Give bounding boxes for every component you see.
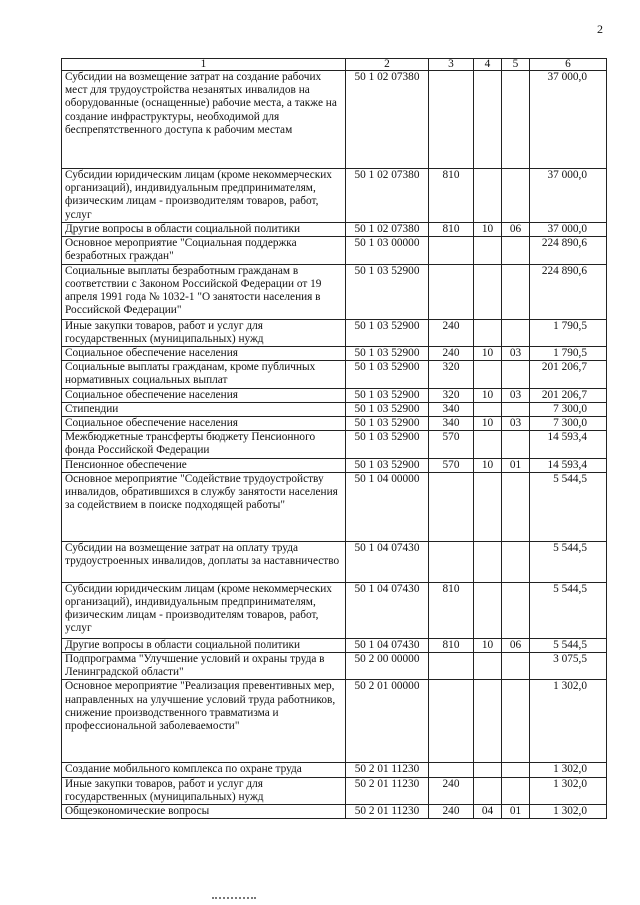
target-code: 50 2 00 00000: [346, 653, 429, 680]
table-row: [62, 71, 607, 169]
item-name: Общеэкономические вопросы: [62, 805, 346, 819]
table-row: [62, 169, 607, 223]
expense-type: 320: [429, 388, 474, 402]
header-cell: 4: [474, 59, 502, 71]
item-name: Социальные выплаты гражданам, кроме публичных нормативных социальных выплат: [62, 361, 346, 388]
subsection-code: [502, 763, 530, 777]
section-code: [474, 264, 502, 319]
table-row: [62, 361, 607, 388]
table-row: [62, 388, 607, 402]
table-row: [62, 431, 607, 458]
section-code: [474, 680, 502, 763]
table-row: [62, 653, 607, 680]
target-code: 50 1 03 52900: [346, 417, 429, 431]
subsection-code: [502, 541, 530, 582]
expense-type: 320: [429, 361, 474, 388]
amount: 1 302,0: [530, 805, 607, 819]
header-cell: 3: [429, 59, 474, 71]
amount: 201 206,7: [530, 361, 607, 388]
section-code: [474, 582, 502, 638]
subsection-code: [502, 71, 530, 169]
target-code: 50 1 03 52900: [346, 458, 429, 472]
section-code: 10: [474, 638, 502, 652]
expense-type: [429, 680, 474, 763]
section-code: 10: [474, 388, 502, 402]
item-name: Субсидии на возмещение затрат на создание рабочих мест для трудоустройства незанятых инвалидов на оборудованные (оснащенные) рабочие места, а также на создание инфраструктуры, необходимой для беспрепятственного доступа к рабочим местам: [62, 71, 346, 169]
expense-type: 810: [429, 638, 474, 652]
section-code: [474, 169, 502, 223]
expense-type: 570: [429, 458, 474, 472]
target-code: 50 1 02 07380: [346, 223, 429, 237]
target-code: 50 2 01 11230: [346, 805, 429, 819]
header-cell: 5: [502, 59, 530, 71]
expense-type: [429, 264, 474, 319]
target-code: 50 1 03 52900: [346, 347, 429, 361]
item-name: Основное мероприятие "Реализация превентивных мер, направленных на улучшение условий труда работников, снижение производственного травматизма и профессиональной заболеваемости": [62, 680, 346, 763]
target-code: 50 1 04 00000: [346, 472, 429, 541]
expense-type: 810: [429, 223, 474, 237]
subsection-code: [502, 680, 530, 763]
amount: 37 000,0: [530, 169, 607, 223]
item-name: Иные закупки товаров, работ и услуг для государственных (муниципальных) нужд: [62, 319, 346, 346]
table-row: [62, 237, 607, 264]
expense-type: 810: [429, 169, 474, 223]
expense-type: 240: [429, 319, 474, 346]
target-code: 50 1 03 00000: [346, 237, 429, 264]
item-name: Социальные выплаты безработным гражданам в соответствии с Законом Российской Федерации от 19 апреля 1991 года № 1032-1 "О занятости населения в Российской Федерации": [62, 264, 346, 319]
section-code: [474, 319, 502, 346]
item-name: Создание мобильного комплекса по охране труда: [62, 763, 346, 777]
subsection-code: [502, 777, 530, 804]
table-row: [62, 541, 607, 582]
section-code: 04: [474, 805, 502, 819]
table-row: [62, 805, 607, 819]
target-code: 50 1 04 07430: [346, 582, 429, 638]
target-code: 50 1 02 07380: [346, 169, 429, 223]
expense-type: 240: [429, 805, 474, 819]
expense-type: 240: [429, 347, 474, 361]
expense-type: [429, 472, 474, 541]
subsection-code: [502, 169, 530, 223]
item-name: Межбюджетные трансферты бюджету Пенсионного фонда Российской Федерации: [62, 431, 346, 458]
subsection-code: [502, 264, 530, 319]
page-number: 2: [597, 22, 603, 36]
subsection-code: [502, 319, 530, 346]
table-row: [62, 319, 607, 346]
section-code: [474, 402, 502, 416]
amount: 37 000,0: [530, 223, 607, 237]
expense-type: [429, 237, 474, 264]
target-code: 50 1 03 52900: [346, 319, 429, 346]
target-code: 50 2 01 11230: [346, 763, 429, 777]
subsection-code: 01: [502, 805, 530, 819]
expense-type: 570: [429, 431, 474, 458]
subsection-code: [502, 582, 530, 638]
table-row: [62, 264, 607, 319]
expense-type: [429, 541, 474, 582]
amount: 1 302,0: [530, 763, 607, 777]
target-code: 50 1 03 52900: [346, 264, 429, 319]
item-name: Социальное обеспечение населения: [62, 417, 346, 431]
section-code: [474, 237, 502, 264]
target-code: 50 1 03 52900: [346, 361, 429, 388]
expense-type: 810: [429, 582, 474, 638]
section-code: [474, 361, 502, 388]
item-name: Пенсионное обеспечение: [62, 458, 346, 472]
section-code: [474, 71, 502, 169]
table-row: [62, 223, 607, 237]
table-row: [62, 638, 607, 652]
item-name: Субсидии юридическим лицам (кроме некоммерческих организаций), индивидуальным предпринимателям, физическим лицам - производителям товаров, работ, услуг: [62, 582, 346, 638]
item-name: Другие вопросы в области социальной политики: [62, 223, 346, 237]
target-code: 50 1 03 52900: [346, 402, 429, 416]
amount: 1 302,0: [530, 680, 607, 763]
expense-type: 340: [429, 402, 474, 416]
section-code: 10: [474, 458, 502, 472]
amount: 37 000,0: [530, 71, 607, 169]
target-code: 50 1 03 52900: [346, 388, 429, 402]
item-name: Субсидии юридическим лицам (кроме некоммерческих организаций), индивидуальным предпринимателям, физическим лицам - производителям товаров, работ, услуг: [62, 169, 346, 223]
item-name: Другие вопросы в области социальной политики: [62, 638, 346, 652]
header-row: [62, 59, 607, 71]
subsection-code: [502, 472, 530, 541]
item-name: Субсидии на возмещение затрат на оплату труда трудоустроенных инвалидов, доплаты за наставничество: [62, 541, 346, 582]
table-row: [62, 347, 607, 361]
subsection-code: [502, 431, 530, 458]
amount: 5 544,5: [530, 638, 607, 652]
item-name: Социальное обеспечение населения: [62, 347, 346, 361]
subsection-code: 03: [502, 347, 530, 361]
subsection-code: 06: [502, 223, 530, 237]
target-code: 50 2 01 11230: [346, 777, 429, 804]
subsection-code: [502, 361, 530, 388]
table-row: [62, 680, 607, 763]
header-cell: 2: [346, 59, 429, 71]
amount: 1 790,5: [530, 319, 607, 346]
target-code: 50 1 03 52900: [346, 431, 429, 458]
subsection-code: 01: [502, 458, 530, 472]
table-row: [62, 582, 607, 638]
amount: 14 593,4: [530, 431, 607, 458]
table-row: [62, 402, 607, 416]
section-code: 10: [474, 223, 502, 237]
table-row: [62, 763, 607, 777]
subsection-code: 03: [502, 417, 530, 431]
amount: 3 075,5: [530, 653, 607, 680]
budget-table: [61, 58, 607, 819]
target-code: 50 1 04 07430: [346, 541, 429, 582]
expense-type: [429, 71, 474, 169]
amount: 14 593,4: [530, 458, 607, 472]
scan-artifact: [212, 897, 256, 901]
section-code: [474, 541, 502, 582]
subsection-code: [502, 237, 530, 264]
amount: 5 544,5: [530, 541, 607, 582]
expense-type: 340: [429, 417, 474, 431]
amount: 1 790,5: [530, 347, 607, 361]
amount: 7 300,0: [530, 417, 607, 431]
table-row: [62, 417, 607, 431]
item-name: Социальное обеспечение населения: [62, 388, 346, 402]
amount: 5 544,5: [530, 582, 607, 638]
section-code: 10: [474, 417, 502, 431]
amount: 201 206,7: [530, 388, 607, 402]
expense-type: [429, 653, 474, 680]
item-name: Иные закупки товаров, работ и услуг для государственных (муниципальных) нужд: [62, 777, 346, 804]
target-code: 50 1 04 07430: [346, 638, 429, 652]
section-code: [474, 431, 502, 458]
subsection-code: [502, 402, 530, 416]
target-code: 50 1 02 07380: [346, 71, 429, 169]
header-cell: 1: [62, 59, 346, 71]
table-row: [62, 472, 607, 541]
subsection-code: [502, 653, 530, 680]
subsection-code: 06: [502, 638, 530, 652]
item-name: Стипендии: [62, 402, 346, 416]
item-name: Основное мероприятие "Социальная поддержка безработных граждан": [62, 237, 346, 264]
section-code: [474, 763, 502, 777]
section-code: [474, 653, 502, 680]
item-name: Подпрограмма "Улучшение условий и охраны труда в Ленинградской области": [62, 653, 346, 680]
subsection-code: 03: [502, 388, 530, 402]
amount: 1 302,0: [530, 777, 607, 804]
expense-type: [429, 763, 474, 777]
section-code: [474, 472, 502, 541]
amount: 7 300,0: [530, 402, 607, 416]
amount: 224 890,6: [530, 264, 607, 319]
target-code: 50 2 01 00000: [346, 680, 429, 763]
section-code: [474, 777, 502, 804]
expense-type: 240: [429, 777, 474, 804]
header-cell: 6: [530, 59, 607, 71]
amount: 224 890,6: [530, 237, 607, 264]
section-code: 10: [474, 347, 502, 361]
amount: 5 544,5: [530, 472, 607, 541]
table-row: [62, 458, 607, 472]
table-row: [62, 777, 607, 804]
item-name: Основное мероприятие "Содействие трудоустройству инвалидов, обратившихся в службу занятости населения за содействием в поиске подходящей работы": [62, 472, 346, 541]
